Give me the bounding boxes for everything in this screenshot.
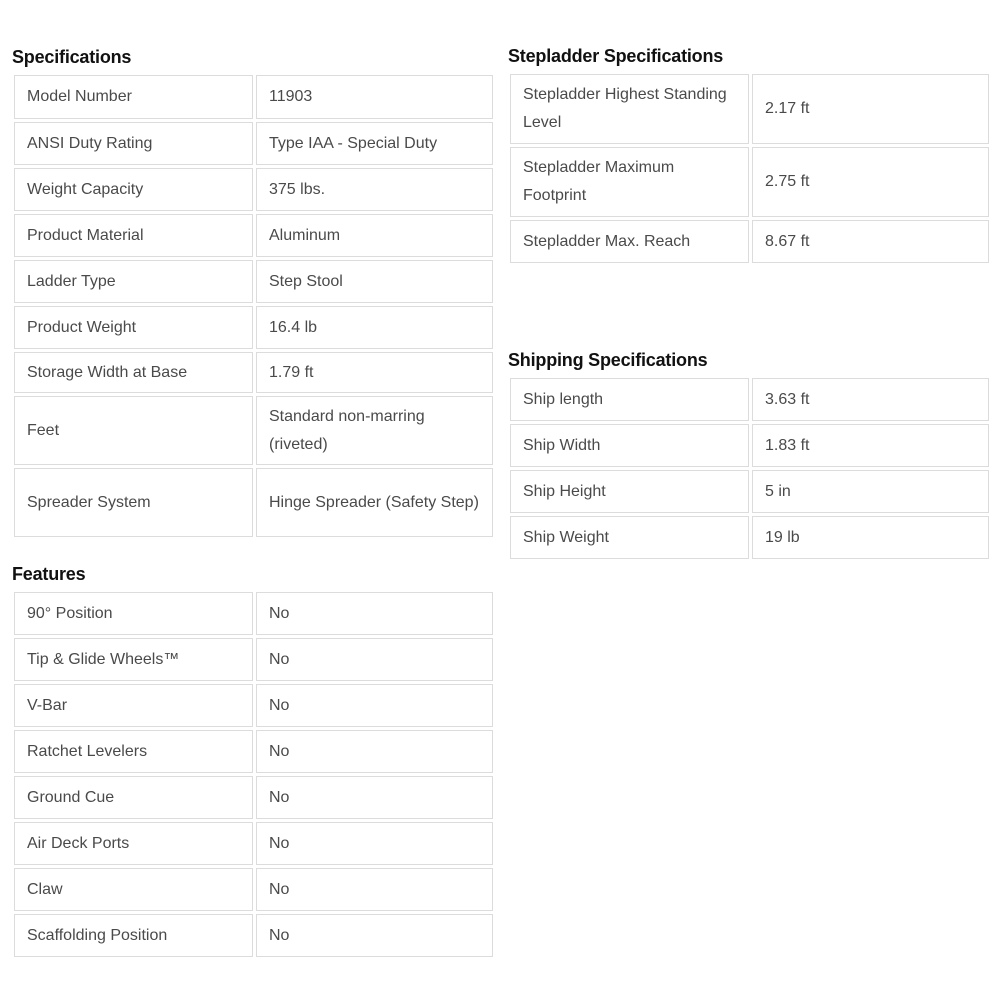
features-title: Features bbox=[12, 564, 86, 584]
spec-value-storage-width: 1.79 ft bbox=[256, 352, 493, 393]
shipping-value-length: 3.63 ft bbox=[752, 378, 989, 421]
table-row bbox=[510, 470, 989, 513]
table-row bbox=[14, 684, 493, 727]
specifications-title: Specifications bbox=[12, 47, 132, 67]
spec-value-model-number: 11903 bbox=[256, 75, 493, 119]
table-row bbox=[14, 75, 493, 119]
shipping-specifications-title: Shipping Specifications bbox=[508, 350, 708, 370]
shipping-label-height: Ship Height bbox=[510, 470, 749, 513]
spec-label-weight-capacity: Weight Capacity bbox=[14, 168, 253, 211]
shipping-label-width: Ship Width bbox=[510, 424, 749, 467]
specifications-section bbox=[12, 45, 496, 540]
table-row bbox=[14, 592, 493, 635]
spec-label-product-material: Product Material bbox=[14, 214, 253, 257]
table-row bbox=[14, 122, 493, 165]
table-row bbox=[510, 516, 989, 559]
stepladder-value-max-reach: 8.67 ft bbox=[752, 220, 989, 263]
spec-value-feet: Standard non-marring (riveted) bbox=[256, 396, 493, 465]
table-row bbox=[510, 147, 989, 217]
table-row bbox=[14, 260, 493, 303]
table-row bbox=[14, 352, 493, 393]
spec-value-spreader-system: Hinge Spreader (Safety Step) bbox=[256, 468, 493, 537]
feature-label-ratchet-levelers: Ratchet Levelers bbox=[14, 730, 253, 773]
spec-value-product-material: Aluminum bbox=[256, 214, 493, 257]
feature-label-v-bar: V-Bar bbox=[14, 684, 253, 727]
stepladder-specifications-table bbox=[507, 71, 992, 266]
spec-value-product-weight: 16.4 lb bbox=[256, 306, 493, 349]
feature-label-tip-glide-wheels: Tip & Glide Wheels™ bbox=[14, 638, 253, 681]
stepladder-label-maximum-footprint: Stepladder Maximum Footprint bbox=[510, 147, 749, 217]
stepladder-value-maximum-footprint: 2.75 ft bbox=[752, 147, 989, 217]
specifications-table bbox=[11, 72, 496, 540]
features-table bbox=[11, 589, 496, 960]
spec-label-ladder-type: Ladder Type bbox=[14, 260, 253, 303]
table-row bbox=[14, 468, 493, 537]
feature-label-90-position: 90° Position bbox=[14, 592, 253, 635]
feature-value-ground-cue: No bbox=[256, 776, 493, 819]
shipping-specifications-section bbox=[508, 348, 992, 562]
table-row bbox=[14, 730, 493, 773]
feature-value-v-bar: No bbox=[256, 684, 493, 727]
feature-value-tip-glide-wheels: No bbox=[256, 638, 493, 681]
spec-value-ladder-type: Step Stool bbox=[256, 260, 493, 303]
feature-label-ground-cue: Ground Cue bbox=[14, 776, 253, 819]
table-row bbox=[510, 424, 989, 467]
spec-value-ansi-duty-rating: Type IAA - Special Duty bbox=[256, 122, 493, 165]
spec-value-weight-capacity: 375 lbs. bbox=[256, 168, 493, 211]
stepladder-specifications-title: Stepladder Specifications bbox=[508, 46, 724, 66]
table-row bbox=[14, 868, 493, 911]
table-row bbox=[14, 214, 493, 257]
shipping-value-width: 1.83 ft bbox=[752, 424, 989, 467]
shipping-label-weight: Ship Weight bbox=[510, 516, 749, 559]
feature-value-90-position: No bbox=[256, 592, 493, 635]
shipping-value-height: 5 in bbox=[752, 470, 989, 513]
table-row bbox=[510, 74, 989, 144]
feature-label-air-deck-ports: Air Deck Ports bbox=[14, 822, 253, 865]
feature-label-claw: Claw bbox=[14, 868, 253, 911]
feature-value-ratchet-levelers: No bbox=[256, 730, 493, 773]
spec-label-spreader-system: Spreader System bbox=[14, 468, 253, 537]
table-row bbox=[14, 306, 493, 349]
table-row bbox=[14, 168, 493, 211]
spec-label-feet: Feet bbox=[14, 396, 253, 465]
shipping-value-weight: 19 lb bbox=[752, 516, 989, 559]
feature-value-air-deck-ports: No bbox=[256, 822, 493, 865]
spec-label-product-weight: Product Weight bbox=[14, 306, 253, 349]
shipping-specifications-table bbox=[507, 375, 992, 562]
table-row bbox=[14, 396, 493, 465]
table-row bbox=[14, 638, 493, 681]
feature-value-claw: No bbox=[256, 868, 493, 911]
table-row bbox=[14, 776, 493, 819]
table-row bbox=[510, 378, 989, 421]
stepladder-label-max-reach: Stepladder Max. Reach bbox=[510, 220, 749, 263]
spec-label-model-number: Model Number bbox=[14, 75, 253, 119]
stepladder-specifications-section bbox=[508, 44, 992, 266]
feature-value-scaffolding-position: No bbox=[256, 914, 493, 957]
table-row bbox=[14, 822, 493, 865]
table-row bbox=[14, 914, 493, 957]
spec-label-ansi-duty-rating: ANSI Duty Rating bbox=[14, 122, 253, 165]
spec-label-storage-width: Storage Width at Base bbox=[14, 352, 253, 393]
feature-label-scaffolding-position: Scaffolding Position bbox=[14, 914, 253, 957]
features-section bbox=[12, 562, 496, 960]
table-row bbox=[510, 220, 989, 263]
stepladder-value-highest-standing-level: 2.17 ft bbox=[752, 74, 989, 144]
stepladder-label-highest-standing-level: Stepladder Highest Standing Level bbox=[510, 74, 749, 144]
shipping-label-length: Ship length bbox=[510, 378, 749, 421]
